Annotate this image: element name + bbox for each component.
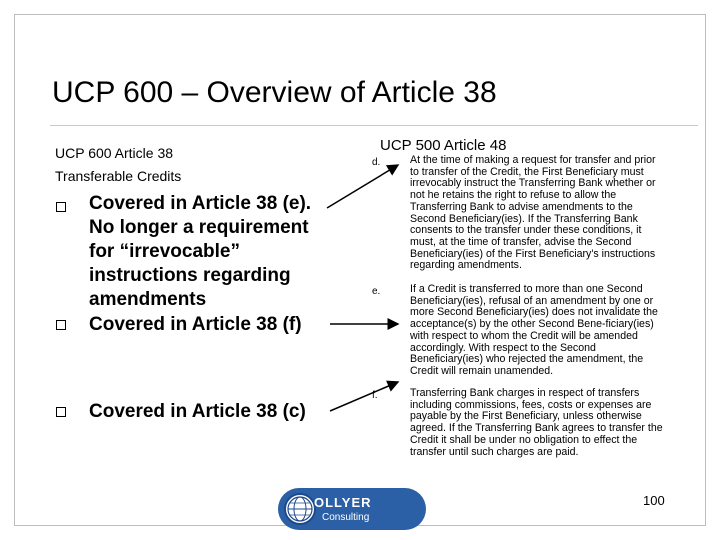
left-heading-article: UCP 600 Article 38 (55, 145, 174, 161)
slide-title: UCP 600 – Overview of Article 38 (52, 76, 497, 109)
item-text-d: At the time of making a request for transfer and prior to transfer of the Credit, the First Beneficiary must irrevocably instruct the Transferring Bank whether or not he retains the right to refuse to allow the Transferring Bank to advise amendments to the Second Beneficiary(ies). If the Transferring Bank consents to the transfer under these conditions, it must, at the time of transfer, advise the Second Beneficiary(ies) of the First Beneficiary's instructions regarding amendments. (410, 154, 656, 272)
globe-grid-icon (286, 495, 314, 523)
left-heading-subject: Transferable Credits (55, 168, 182, 184)
item-text-f: Transferring Bank charges in respect of transfers including commissions, fees, costs or expenses are payable by the First Beneficiary, unless otherwise agreed. If the Transferring Bank agrees to transfer the Credit it shall be under no obligation to effect the transfer until such charges are paid. (410, 387, 663, 458)
logo-wordmark: OLLYER (314, 495, 372, 510)
bullet-item: Covered in Article 38 (e). No longer a requirement for “irrevocable” instructions regarding amendments (89, 193, 312, 310)
arrow-e-icon (327, 165, 398, 208)
item-letter-e: e. (372, 286, 381, 297)
bullet-item: Covered in Article 38 (f) (89, 314, 302, 335)
item-text-e: If a Credit is transferred to more than one Second Beneficiary(ies), refusal of an amendment by one or more Second Beneficiary(ies) does not invalidate the acceptance(s) by the other Second Bene-ficiary(ies) with respect to whom the Credit will be amended accordingly. With respect to the Second Beneficiary(ies) who rejected the amendment, the Credit will remain unamended. (410, 283, 658, 377)
right-heading: UCP 500 Article 48 (380, 137, 507, 154)
page-number: 100 (643, 493, 665, 508)
logo-tagline: Consulting (322, 512, 370, 523)
item-letter-f: f. (372, 390, 378, 401)
arrow-c-icon (330, 382, 398, 411)
bullet-item: Covered in Article 38 (c) (89, 401, 306, 422)
globe-icon (284, 493, 316, 525)
company-logo (278, 488, 426, 530)
item-letter-d: d. (372, 157, 381, 168)
